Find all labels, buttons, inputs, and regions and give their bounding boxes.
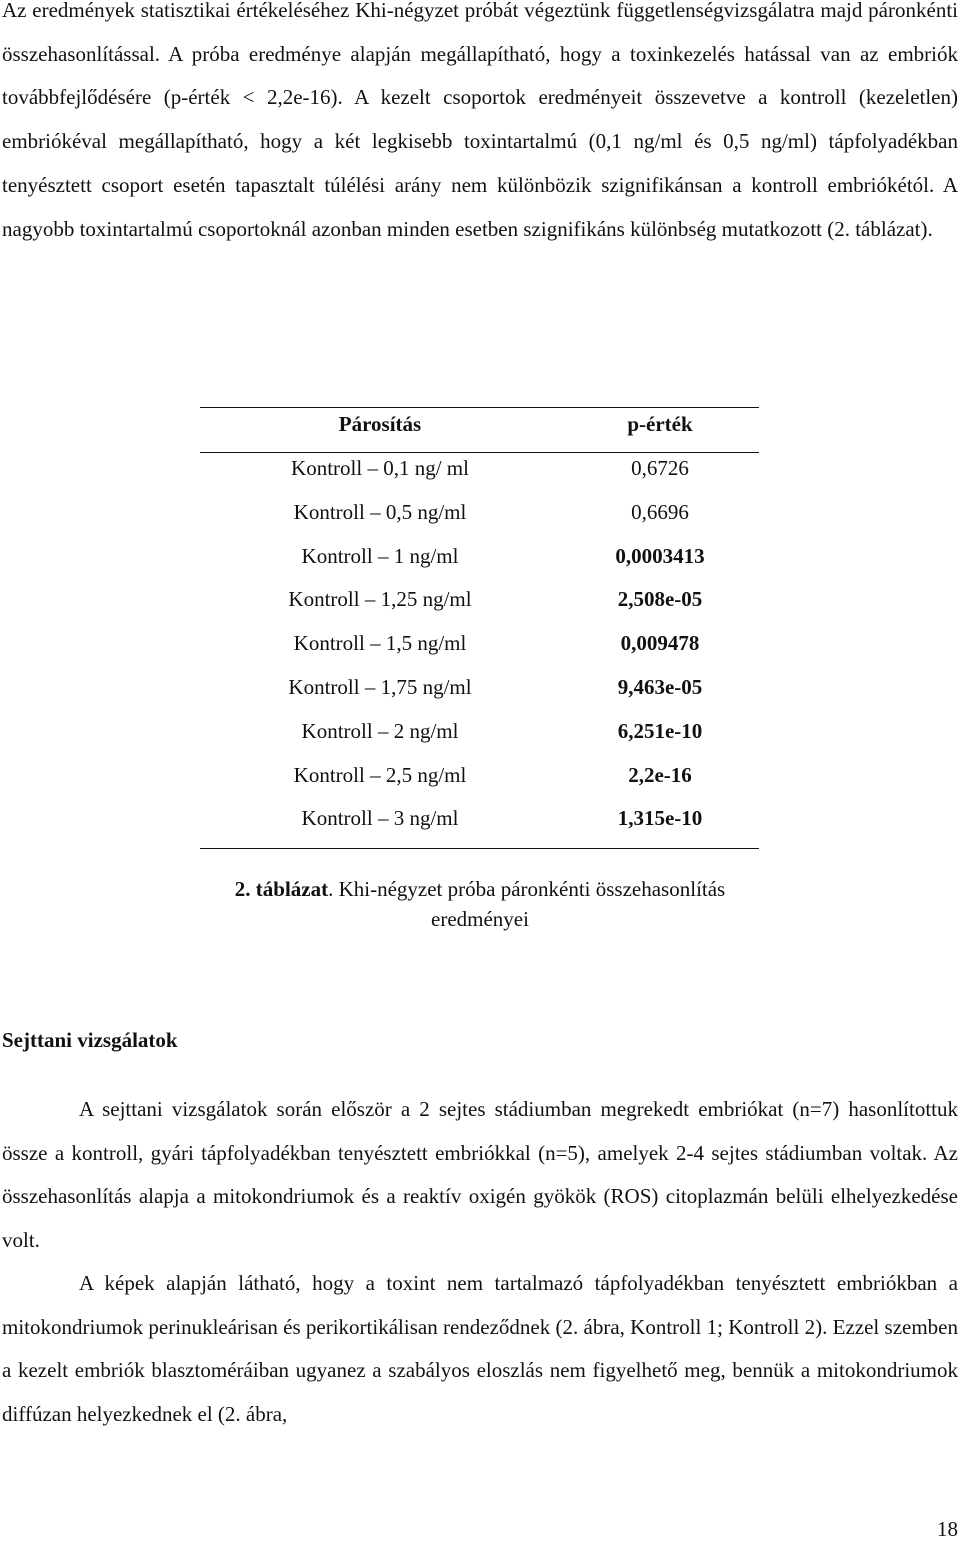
- table-caption-label: 2. táblázat: [234, 877, 329, 901]
- table-cell-pvalue: 6,251e-10: [617, 719, 703, 743]
- table-cell-pvalue: 9,463e-05: [617, 675, 703, 699]
- paragraph-results-intro: Az eredmények statisztikai értékeléséhez Khi-négyzet próbát végeztünk függetlenségvizsgálatra majd páronkénti összehasonlítással. A próba eredménye alapján megállapítható, hogy a toxinkezelés hatással van az embriók továbbfejlődésére (p-érték < 2,2e-16). A kezelt csoportok eredményeit összevetve a kontroll (kezeletlen) embriókéval megállapítható, hogy a két legkisebb toxintartalmú (0,1 ng/ml és 0,5 ng/ml) tápfolyadékban tenyésztett csoport esetén tapasztalt túlélési arány nem különbözik szignifikánsan a kontroll embriókétól. A nagyobb toxintartalmú csoportoknál azonban minden esetben szignifikáns különbség mutatkozott (2. táblázat).: [2, 0, 958, 241]
- table-caption-text: . Khi-négyzet próba páronkénti összehasonlítás eredményei: [328, 877, 726, 931]
- table-caption: [230, 874, 730, 934]
- section-heading: Sejttani vizsgálatok: [2, 1028, 178, 1052]
- table-cell-pvalue: 1,315e-10: [617, 806, 703, 830]
- table-cell-pvalue: 2,508e-05: [617, 587, 703, 611]
- table-bottom-rule: [200, 848, 759, 849]
- paragraph-cytology-2: [2, 1262, 958, 1437]
- table-header-pair: Párosítás: [338, 412, 422, 436]
- table-cell-pvalue: 0,6726: [631, 456, 689, 480]
- table-cell-pvalue: 0,6696: [631, 500, 689, 524]
- table-cell-pair: Kontroll – 1 ng/ml: [301, 544, 459, 568]
- paragraph-cytology-1-text: A sejttani vizsgálatok során először a 2 sejtes stádiumban megrekedt embriókat (n=7) hasonlítottuk össze a kontroll, gyári tápfolyadékban tenyésztett embriókkal (n=5), amelyek 2-4 sejtes stádiumban voltak. Az összehasonlítás alapja a mitokondriumok és a reaktív oxigén gyökök (ROS) citoplazmán belüli elhelyezkedése volt.: [2, 1097, 958, 1253]
- table-cell-pair: Kontroll – 1,25 ng/ml: [288, 587, 472, 611]
- table-cell-pvalue: 0,0003413: [615, 544, 705, 568]
- table-cell-pair: Kontroll – 1,5 ng/ml: [293, 631, 467, 655]
- table-cell-pvalue: 0,009478: [620, 631, 700, 655]
- table-cell-pair: Kontroll – 0,5 ng/ml: [293, 500, 467, 524]
- table-cell-pair: Kontroll – 1,75 ng/ml: [288, 675, 472, 699]
- table-cell-pair: Kontroll – 3 ng/ml: [301, 806, 459, 830]
- table-top-rule: [200, 407, 759, 408]
- table-cell-pair: Kontroll – 2,5 ng/ml: [293, 763, 467, 787]
- table-cell-pvalue: 2,2e-16: [628, 763, 692, 787]
- table-cell-pair: Kontroll – 0,1 ng/ ml: [291, 456, 469, 480]
- table-header-pvalue: p-érték: [627, 412, 693, 436]
- table-cell-pair: Kontroll – 2 ng/ml: [301, 719, 459, 743]
- paragraph-cytology-1: [2, 1088, 958, 1263]
- paragraph-cytology-2-text: A képek alapján látható, hogy a toxint nem tartalmazó tápfolyadékban tenyésztett embriókban a mitokondriumok perinukleárisan és perikortikálisan rendeződnek (2. ábra, Kontroll 1; Kontroll 2). Ezzel szemben a kezelt embriók blasztoméráiban ugyanez a szabályos eloszlás nem figyelhető meg, bennük a mitokondriumok diffúzan helyezkednek el (2. ábra,: [2, 1271, 958, 1427]
- page-number: 18: [937, 1517, 958, 1541]
